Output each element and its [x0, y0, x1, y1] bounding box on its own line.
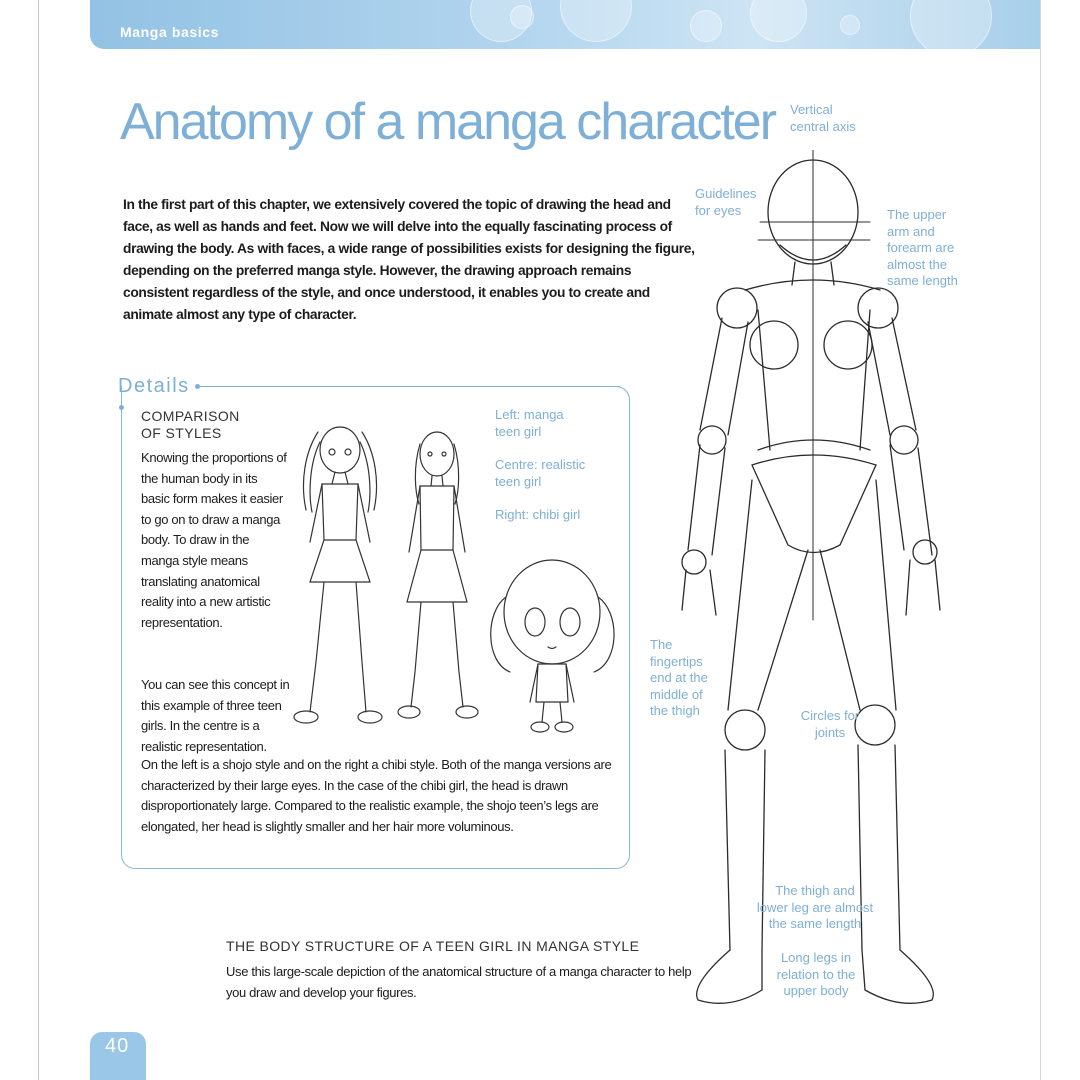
label-legs-line2: relation to the — [776, 966, 856, 982]
body-structure-text: Use this large-scale depiction of the anatomical structure of a manga character to help you draw and develop your figures. — [226, 964, 692, 1000]
section-label: Manga basics — [120, 24, 220, 40]
label-fingertips-line1: The — [650, 637, 673, 652]
label-thigh-line2: lower leg are almost — [756, 899, 874, 915]
label-arm-line1: The upper — [887, 207, 947, 222]
label-thigh-lower-leg — [745, 883, 885, 933]
page-number: 40 — [105, 1035, 130, 1057]
intro-paragraph: In the first part of this chapter, we extensively covered the topic of drawing the head and face, as well as hands and feet. Now we will delve into the equally fascinating process of drawing the body. As with faces, a wide range of possibilities exists for designing the figure, depending on the preferred manga style. However, the drawing approach remains consistent regardless of the style, and once understood, it enables you to create and animate almost any type of character. — [123, 197, 695, 322]
body-structure-heading: THE BODY STRUCTURE OF A TEEN GIRL IN MANGA STYLE — [226, 938, 640, 954]
page-edge-right — [1040, 0, 1041, 1080]
caption-left-line1: Left: manga — [495, 407, 564, 422]
label-thigh-line1: The thigh and — [775, 883, 855, 898]
label-vertical-axis-line2: central axis — [790, 118, 856, 134]
label-joints-line2: joints — [814, 724, 846, 740]
label-fingertips — [650, 637, 708, 720]
label-arm-line3: forearm are — [887, 240, 955, 255]
caption-left-line2: teen girl — [495, 423, 542, 439]
label-arm-line2: arm and — [887, 223, 935, 239]
caption-centre-line2: teen girl — [495, 473, 542, 489]
caption-centre-line1: Centre: realistic — [495, 457, 586, 472]
label-fingertips-line5: the thigh — [650, 703, 700, 718]
shojo-girl-sketch — [294, 427, 382, 723]
decorative-bubble — [750, 0, 807, 42]
page-number-tab — [90, 1032, 146, 1080]
label-vertical-axis — [790, 102, 856, 135]
decorative-bubble — [840, 15, 860, 35]
decorative-bubble — [910, 0, 992, 49]
label-fingertips-line2: fingertips — [650, 653, 703, 669]
label-fingertips-line3: end at the — [650, 670, 708, 685]
realistic-girl-sketch — [398, 432, 478, 718]
comparison-heading-line2: OF STYLES — [141, 425, 222, 441]
label-joints-line1: Circles for — [800, 708, 860, 723]
label-joints — [785, 708, 875, 741]
details-label: Details — [118, 375, 190, 397]
label-arm-line5: same length — [887, 273, 958, 288]
comparison-heading — [141, 408, 281, 442]
section-header-band — [90, 0, 1040, 49]
page-title: Anatomy of a manga character — [120, 93, 776, 151]
label-fingertips-line4: middle of — [650, 686, 703, 702]
comparison-heading-line1: COMPARISON — [141, 408, 240, 424]
label-legs-line3: upper body — [783, 983, 849, 998]
decorative-bubble — [510, 5, 534, 29]
label-thigh-line3: the same length — [768, 916, 862, 931]
label-eye-guidelines-line2: for eyes — [695, 202, 742, 218]
decorative-bubble — [560, 0, 632, 42]
comparison-paragraph-3: On the left is a shojo style and on the right a chibi style. Both of the manga versions are characterized by their large eyes. In the case of the chibi girl, the head is drawn disproportionately large. Compared to the realistic example, the shojo teen’s legs are elongated, her head is slightly smaller and her hair more voluminous. — [141, 757, 612, 834]
chibi-girl-sketch — [491, 560, 614, 732]
comparison-paragraph-1: Knowing the proportions of the human body in its basic form makes it easier to go on to draw a manga body. To draw in the manga style means translating anatomical reality into a new artistic representation. — [141, 450, 287, 630]
label-arm-length — [887, 207, 958, 290]
decorative-bubble — [690, 10, 722, 42]
details-box-dot — [119, 405, 124, 410]
details-box-corner — [600, 386, 630, 416]
comparison-paragraph-2: You can see this concept in this example of three teen girls. In the centre is a realistic representation. — [141, 677, 290, 754]
page-edge-left — [38, 0, 39, 1080]
label-eye-guidelines — [695, 186, 756, 219]
label-long-legs — [760, 950, 872, 1000]
caption-chibi-girl: Right: chibi girl — [495, 507, 581, 522]
label-legs-line1: Long legs in — [780, 950, 852, 965]
label-eye-guidelines-line1: Guidelines — [695, 186, 757, 201]
label-vertical-axis-line1: Vertical — [790, 102, 833, 117]
three-girls-illustration — [280, 422, 625, 740]
label-arm-line4: almost the — [887, 256, 947, 272]
